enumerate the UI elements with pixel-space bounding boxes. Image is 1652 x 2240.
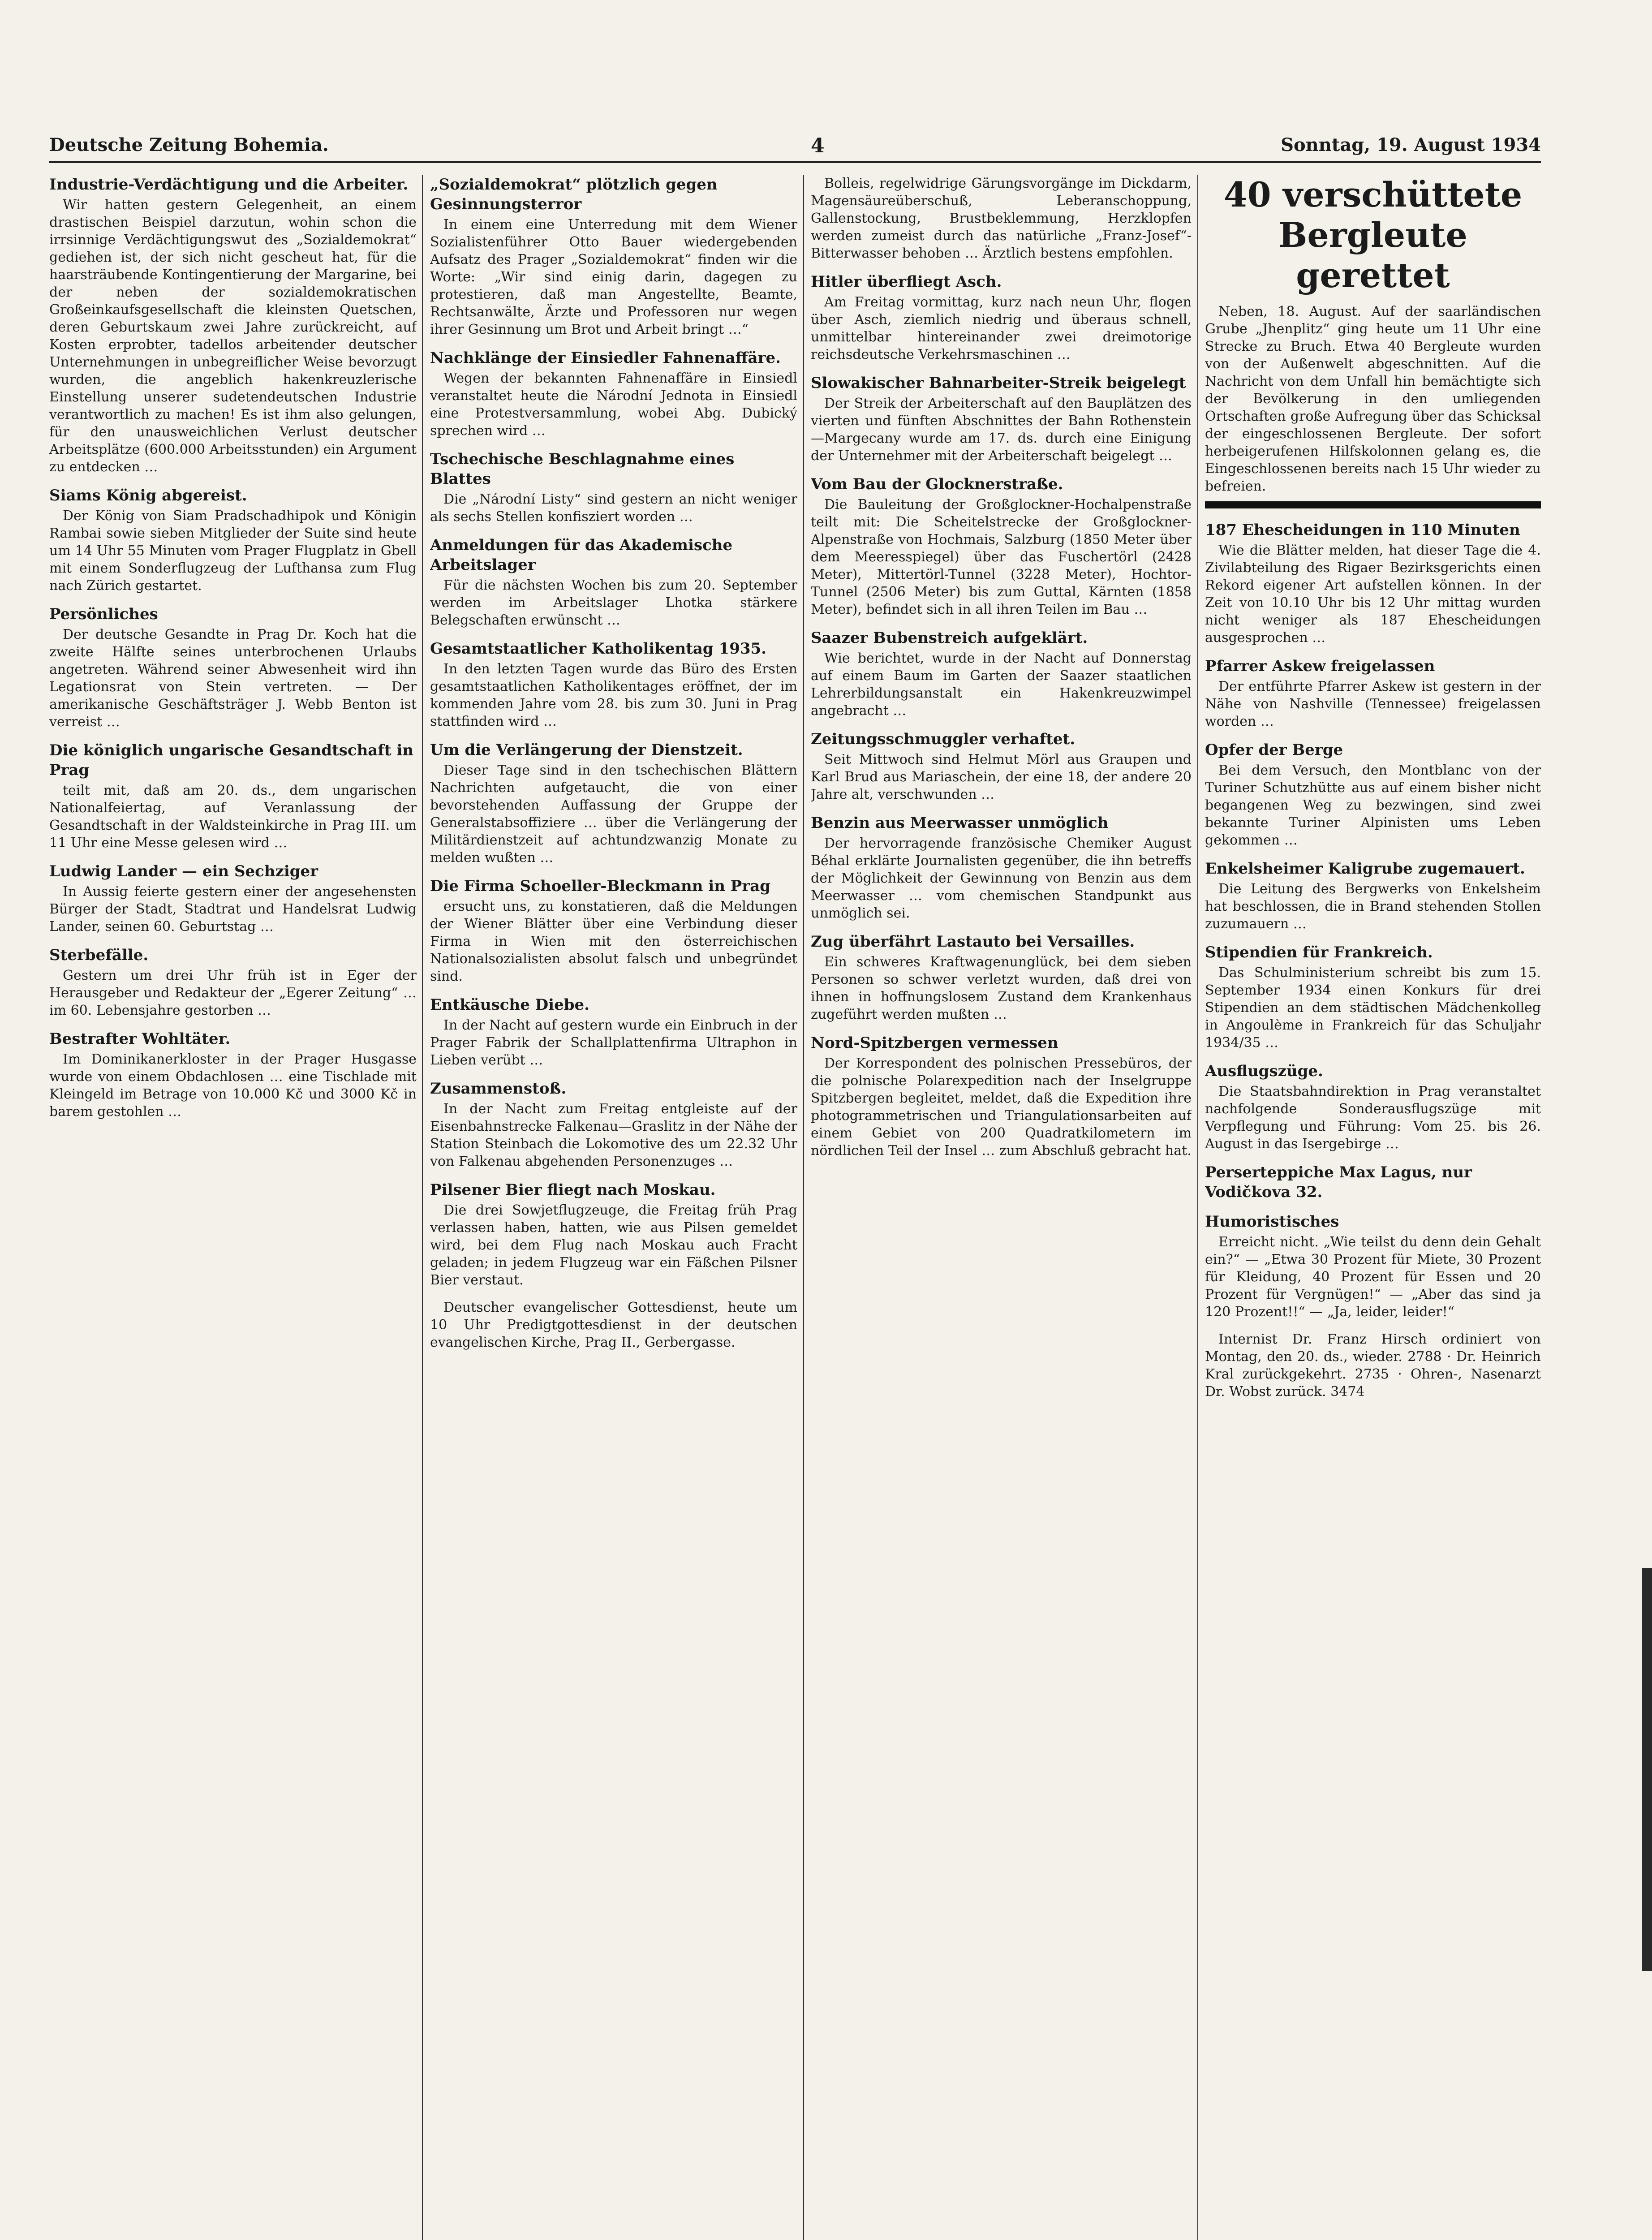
article — [49, 486, 417, 594]
article-body: Der deutsche Gesandte in Prag Dr. Koch hat die zweite Hälfte seines unterbrochenen Urlaubs angetreten. Während seiner Abwesenheit wird ihn Legationsrat von Stein vertreten. — Der amerikanische Geschäftsträger J. Webb Benton ist verreist … — [49, 627, 417, 730]
article-headline: Die königlich ungarische Gesandtschaft in Prag — [49, 741, 414, 779]
article-body: Wie die Blätter melden, hat dieser Tage die 4. Zivilabteilung des Rigaer Bezirksgerichts einen Rekord eigener Art aufstellen können. In der Zeit von 10.10 Uhr bis 12 Uhr mittag wurden nicht weniger als 187 Ehescheidungen ausgesprochen … — [1205, 543, 1541, 646]
article-headline: 187 Ehescheidungen in 110 Minuten — [1205, 521, 1520, 539]
article-headline: Entkäusche Diebe. — [430, 996, 589, 1014]
article — [430, 348, 797, 439]
article — [430, 1180, 797, 1289]
article — [811, 373, 1192, 465]
article-body: Der entführte Pfarrer Askew ist gestern in der Nähe von Nashville (Tennessee) freigelassen worden … — [1205, 679, 1541, 729]
article-body: In einem eine Unterredung mit dem Wiener Sozialistenführer Otto Bauer wiedergebenden Aufsatz des Prager „Sozialdemokrat“ finden wir die Worte: „Wir sind einig darin, dagegen zu protestieren, daß man Angestellte, Beamte, Rechtsanwälte, Ärzte und Professoren nur wegen ihrer Gesinnung um Brot und Arbeit bringt …“ — [430, 217, 797, 337]
column-4 — [1205, 175, 1541, 2240]
article-headline: „Sozialdemokrat“ plötzlich gegen Gesinnungsterror — [430, 176, 718, 213]
article — [1205, 520, 1541, 646]
article — [1205, 1331, 1541, 1400]
article-body: Wegen der bekannten Fahnenaffäre in Einsiedl veranstaltet heute die Národní Jednota in Einsiedl eine Protestversammlung, wobei Abg. Dubický sprechen wird … — [430, 370, 797, 439]
article-body: ersucht uns, zu konstatieren, daß die Meldungen der Wiener Blätter über eine Verbindung dieser Firma in Wien mit den österreichischen Nationalsozialisten absolut falsch und unbegründet sind. — [430, 899, 797, 984]
article — [1205, 943, 1541, 1051]
article-headline: Siams König abgereist. — [49, 487, 247, 504]
article-headline: Industrie-Verdächtigung und die Arbeiter. — [49, 176, 409, 194]
article-body: Der König von Siam Pradschadhipok und Königin Rambai sowie sieben Mitglieder der Suite sind heute um 14 Uhr 55 Minuten vom Prager Flugplatz in Gbell mit einem Sonderflugzeug der Lufthansa zum Flug nach Zürich gestartet. — [49, 508, 417, 594]
column-rule — [1197, 175, 1198, 2240]
article-body: Gestern um drei Uhr früh ist in Eger der Herausgeber und Redakteur der „Egerer Zeitung“ … im 60. Lebensjahre gestorben … — [49, 968, 417, 1018]
article-headline: Ausflugszüge. — [1205, 1062, 1323, 1080]
page-edge-shadow — [1642, 1568, 1652, 1971]
article-headline: Sterbefälle. — [49, 946, 149, 964]
article-headline: Enkelsheimer Kaligrube zugemauert. — [1205, 860, 1525, 878]
article — [430, 175, 797, 338]
article — [430, 535, 797, 629]
page-header — [49, 134, 1541, 163]
article-headline: Zeitungsschmuggler verhaftet. — [811, 730, 1076, 748]
section-rule — [1205, 501, 1541, 508]
article — [811, 272, 1192, 363]
article-body: Die Leitung des Bergwerks von Enkelsheim hat beschlossen, die in Brand stehenden Stollen zuzumauern … — [1205, 881, 1541, 932]
article-headline: Zug überfährt Lastauto bei Versailles. — [811, 933, 1135, 951]
page-number: 4 — [811, 134, 825, 157]
article — [430, 995, 797, 1069]
article — [430, 1299, 797, 1351]
column-rule — [803, 175, 804, 2240]
article — [811, 628, 1192, 719]
article-body: Internist Dr. Franz Hirsch ordiniert von Montag, den 20. ds., wieder. 2788 · Dr. Heinrich Kral zurückgekehrt. 2735 · Ohren-, Nasenarzt Dr. Wobst zurück. 3474 — [1205, 1331, 1541, 1400]
article — [811, 474, 1192, 618]
article-headline: Pilsener Bier fliegt nach Moskau. — [430, 1181, 716, 1199]
article-headline: Ludwig Lander — ein Sechziger — [49, 862, 318, 880]
article-body: In der Nacht zum Freitag entgleiste auf der Eisenbahnstrecke Falkenau—Graslitz in der Nähe der Station Steinbach die Lokomotive des um 22.32 Uhr von Falkenau abgehenden Personenzuges … — [430, 1101, 797, 1169]
article-body: Die „Národní Listy“ sind gestern an nicht weniger als sechs Stellen konfisziert worden … — [430, 491, 797, 525]
column-3 — [811, 175, 1192, 2240]
article-headline: Zusammenstoß. — [430, 1080, 567, 1098]
article-body: Am Freitag vormittag, kurz nach neun Uhr, flogen über Asch, ziemlich niedrig und überaus schnell, unmittelbar hintereinander zwei dreimotorige reichsdeutsche Verkehrsmaschinen … — [811, 294, 1192, 362]
article-body: Bei dem Versuch, den Montblanc von der Turiner Schutzhütte aus auf einem bisher nicht begangenen Weg zu bezwingen, sind zwei bekannte Turiner Alpinisten ums Leben gekommen … — [1205, 762, 1541, 848]
article-body: Dieser Tage sind in den tschechischen Blättern Nachrichten aufgetaucht, die von einer bevorstehenden Auffassung der Gruppe der Generalstabsoffiziere … über die Verlängerung der Militärdienstzeit auf achtundzwanzig Monate zu melden wußten … — [430, 762, 797, 866]
article-headline: Slowakischer Bahnarbeiter-Streik beigelegt — [811, 374, 1186, 392]
article — [49, 604, 417, 731]
article-body: teilt mit, daß am 20. ds., dem ungarischen Nationalfeiertag, auf Veranlassung der Gesandtschaft in der Waldsteinkirche in Prag III. um 11 Uhr eine Messe gelesen wird … — [49, 783, 417, 851]
column-1 — [49, 175, 417, 2240]
article — [1205, 740, 1541, 849]
column-2 — [430, 175, 797, 2240]
article-body: Der hervorragende französische Chemiker August Béhal erklärte Journalisten gegenüber, die ihn betreffs der Möglichkeit der Gewinnung von Benzin aus dem Meerwasser … vom chemischen Standpunkt aus unmöglich sei. — [811, 836, 1192, 921]
article — [430, 449, 797, 526]
article — [49, 1029, 417, 1120]
article-body: Für die nächsten Wochen bis zum 20. September werden im Arbeitslager Lhotka stärkere Belegschaften erwünscht … — [430, 577, 797, 628]
article-headline: Perserteppiche Max Lagus, nur Vodičkova 32. — [1205, 1163, 1472, 1201]
article-body: In den letzten Tagen wurde das Büro des Ersten gesamtstaatlichen Katholikentages eröffnet, der im kommenden Jahre vom 28. bis zum 30. Juni in Prag stattfinden wird … — [430, 661, 797, 729]
article-headline: Bestrafter Wohltäter. — [49, 1030, 231, 1048]
article-headline: Gesamtstaatlicher Katholikentag 1935. — [430, 640, 767, 658]
column-rule — [422, 175, 423, 2240]
article — [49, 741, 417, 852]
article-headline: Pfarrer Askew freigelassen — [1205, 657, 1435, 675]
article-body: Die drei Sowjetflugzeuge, die Freitag früh Prag verlassen haben, hatten, wie aus Pilsen gemeldet wird, bei dem Flug nach Moskau auch Fracht geladen; in jedem Flugzeug war ein Fäßchen Pilsner Bier verstaut. — [430, 1202, 797, 1288]
article-body: In der Nacht auf gestern wurde ein Einbruch in der Prager Fabrik der Schallplattenfirma Ultraphon in Lieben verübt … — [430, 1017, 797, 1068]
article — [430, 1079, 797, 1170]
article-body: Der Korrespondent des polnischen Pressebüros, der die polnische Polarexpedition nach der Inselgruppe Spitzbergen begleitet, meldet, daß die Expedition ihre photogrammetrischen und Triangulationsarbeiten auf einem Gebiet von 200 Quadratkilometern im nördlichen Teil der Insel … zum Abschluß gebracht hat. — [811, 1055, 1192, 1159]
article-headline: Benzin aus Meerwasser unmöglich — [811, 814, 1109, 832]
article — [49, 945, 417, 1019]
article-headline: Saazer Bubenstreich aufgeklärt. — [811, 629, 1088, 647]
article — [811, 932, 1192, 1023]
article — [1205, 1163, 1541, 1202]
article-body: Neben, 18. August. Auf der saarländischen Grube „Jhenplitz“ ging heute um 11 Uhr eine Strecke zu Bruch. Etwa 40 Bergleute wurden von der Außenwelt abgeschnitten. Auf die Nachricht von dem Unfall hin bemächtigte sich der Bevölkerung in den umliegenden Ortschaften große Aufregung über das Schicksal der eingeschlossenen Bergleute. Der sofort herbeigerufenen Hilfskolonnen gelang es, die Eingeschlossenen bereits nach 15 Uhr wieder zu befreien. — [1205, 304, 1541, 494]
article-headline: Opfer der Berge — [1205, 741, 1343, 759]
article-headline: Nachklänge der Einsiedler Fahnenaffäre. — [430, 349, 781, 367]
article — [430, 639, 797, 730]
article — [811, 175, 1192, 262]
article-headline: Vom Bau der Glocknerstraße. — [811, 475, 1063, 493]
lead-headline: 40 verschüttete Bergleute gerettet — [1223, 175, 1523, 295]
article-headline: Persönliches — [49, 605, 158, 623]
article-headline: Anmeldungen für das Akademische Arbeitslager — [430, 536, 733, 574]
article — [430, 740, 797, 866]
article-body: Seit Mittwoch sind Helmut Mörl aus Graupen und Karl Brud aus Mariaschein, der eine 18, der andere 20 Jahre alt, verschwunden … — [811, 752, 1192, 802]
article-body: In Aussig feierte gestern einer der angesehensten Bürger der Stadt, Stadtrat und Handelsrat Ludwig Lander, seinen 60. Geburtstag … — [49, 884, 417, 935]
article — [1205, 859, 1541, 933]
article — [1205, 1212, 1541, 1321]
article — [1205, 656, 1541, 730]
article — [430, 876, 797, 985]
issue-date: Sonntag, 19. August 1934 — [1281, 134, 1541, 155]
article-headline: Hitler überfliegt Asch. — [811, 273, 1002, 291]
article-body: Erreicht nicht. „Wie teilst du denn dein Gehalt ein?“ — „Etwa 30 Prozent für Miete, 30 Prozent für Kleidung, 40 Prozent für Essen und 20 Prozent für Vergnügen!“ — „Aber das sind ja 120 Prozent!!“ — „Ja, leider, leider!“ — [1205, 1234, 1541, 1320]
article-headline: Um die Verlängerung der Dienstzeit. — [430, 741, 743, 759]
article-body: Ein schweres Kraftwagenunglück, bei dem sieben Personen so schwer verletzt wurden, daß drei von ihnen in hoffnungslosem Zustand dem Krankenhaus zugeführt werden mußten … — [811, 954, 1192, 1022]
article — [811, 813, 1192, 922]
article-body: Deutscher evangelischer Gottesdienst, heute um 10 Uhr Predigtgottesdienst in der deutschen evangelischen Kirche, Prag II., Gerbergasse. — [430, 1300, 797, 1350]
article-body: Im Dominikanerkloster in der Prager Husgasse wurde von einem Obdachlosen … eine Tischlade mit Kleingeld im Betrage von 10.000 Kč und 3000 Kč in barem gestohlen … — [49, 1051, 417, 1120]
newspaper-title: Deutsche Zeitung Bohemia. — [49, 134, 329, 155]
article — [1205, 1061, 1541, 1153]
article — [49, 862, 417, 935]
article-body: Das Schulministerium schreibt bis zum 15. September 1934 einen Konkurs für drei Stipendien an dem städtischen Mädchenkolleg in Angoulème in Frankreich für das Schuljahr 1934/35 … — [1205, 965, 1541, 1051]
article-body: Wie berichtet, wurde in der Nacht auf Donnerstag auf einem Baum im Garten der Saazer staatlichen Lehrerbildungsanstalt ein Hakenkreuzwimpel angebracht … — [811, 650, 1192, 719]
article-headline: Die Firma Schoeller-Bleckmann in Prag — [430, 877, 771, 895]
article-headline: Nord-Spitzbergen vermessen — [811, 1034, 1058, 1052]
article-body: Die Staatsbahndirektion in Prag veranstaltet nachfolgende Sonderausflugszüge mit Verpflegung und Führung: Vom 25. bis 26. August in das Isergebirge … — [1205, 1084, 1541, 1152]
article-headline: Humoristisches — [1205, 1213, 1339, 1231]
article-body: Die Bauleitung der Großglockner-Hochalpenstraße teilt mit: Die Scheitelstrecke der Großglockner-Alpenstraße von Hochmais, Salzburg (1850 Meter über dem Meeresspiegel) über das Fuschertörl (2428 Meter), Mittertörl-Tunnel (3228 Meter), Hochtor-Tunnel (2506 Meter) bis zum Guttal, Kärnten (1858 Meter), befindet sich in all ihren Teilen im Bau … — [811, 497, 1192, 617]
article-body: Der Streik der Arbeiterschaft auf den Bauplätzen des vierten und fünften Abschnittes der Bahn Rothenstein—Margecany wurde am 17. ds. durch eine Einigung der Unternehmer mit der Arbeiterschaft beigelegt … — [811, 396, 1192, 464]
article — [811, 1033, 1192, 1159]
article — [49, 175, 417, 476]
article-headline: Stipendien für Frankreich. — [1205, 943, 1433, 961]
article-body: Wir hatten gestern Gelegenheit, an einem drastischen Beispiel darzutun, wohin schon die irrsinnige Verdächtigungswut des „Sozialdemokrat“ gediehen ist, der sich nicht gescheut hat, für die haarsträubende Kontingentierung der Margarine, bei der neben der sozialdemokratischen Großeinkaufsgesellschaft die kleinsten Quetschen, deren Geburtskaum zwei Jahre zurückreicht, auf Kosten erprobter, tadellos arbeitender deutscher Unternehmungen in unbegreiflicher Weise bevorzugt wurden, die angeblich hakenkreuzlerische Einstellung unserer sudetendeutschen Industrie verantwortlich zu machen! Es ist ihm also gelungen, für den unausweichlichen Verlust deutscher Arbeitsplätze (600.000 Arbeitsstunden) ein Argument zu entdecken … — [49, 197, 417, 475]
article — [1205, 175, 1541, 508]
article — [811, 729, 1192, 803]
article-body: Bolleis, regelwidrige Gärungsvorgänge im Dickdarm, Magensäureüberschuß, Leberanschoppung, Gallenstockung, Brustbeklemmung, Herzklopfen werden zumeist durch das natürliche „Franz-Josef“-Bitterwasser behoben … Ärztlich bestens empfohlen. — [811, 176, 1192, 261]
article-headline: Tschechische Beschlagnahme eines Blattes — [430, 450, 735, 488]
